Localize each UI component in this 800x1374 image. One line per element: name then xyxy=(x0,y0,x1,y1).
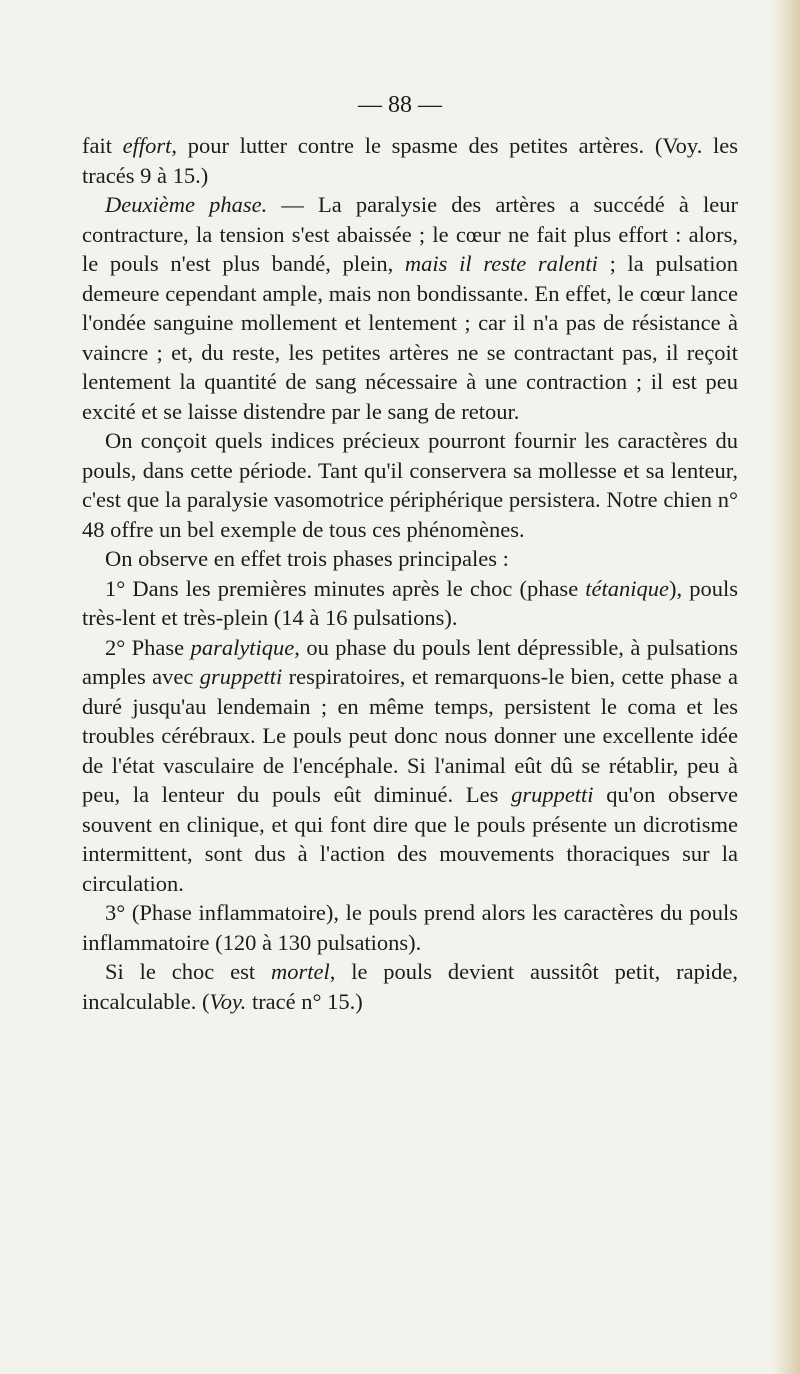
text-run: , ou phase du pouls lent dépressible, à pulsations amples avec xyxy=(82,634,738,689)
text-run: 3° (Phase inflammatoire), le pouls prend alors les caractères du pouls inflammatoire (120 à 130 pulsations). xyxy=(82,900,738,955)
text-run: On conçoit quels indices précieux pourront fournir les caractères du pouls, dans cette période. Tant qu'il conservera sa mollesse et sa lenteur, c'est que la paralysie vasomotrice périphérique persistera. Notre chien n° 48 offre un bel exemple de tous ces phénomènes. xyxy=(82,428,738,542)
text-run: ), pouls très-lent et très-plein (14 à 16 pulsations). xyxy=(82,575,738,630)
text-run-italic: paralytique xyxy=(190,634,295,660)
text-run: ; la pulsation demeure cependant ample, mais non bondissante. En effet, le cœur lance l'ondée sanguine mollement et lentement ; car il n'a pas de résistance à vaincre ; et, du reste, les petites artères ne se contractant pas, il reçoit lentement la quantité de sang nécessaire à une contraction ; il est peu excité et se laisse distendre par le sang de retour. xyxy=(82,251,738,424)
page-edge-shadow xyxy=(772,0,800,1374)
text-run-italic: mais il reste ralenti xyxy=(404,251,598,276)
paragraph-3 xyxy=(82,426,738,544)
text-run: , le pouls devient aussitôt petit, rapide, incalculable. ( xyxy=(82,959,738,1014)
text-run-italic: gruppetti xyxy=(511,782,594,807)
text-run: respiratoires, et remarquons-le bien, cette phase a duré jusqu'au lendemain ; en même temps, persistent le coma et les troubles cérébraux. Le pouls peut donc nous donner une excellente idée de l'état vasculaire de l'encéphale. Si l'animal eût dû se rétablir, peu à peu, la lenteur du pouls eût diminué. Les xyxy=(82,664,738,807)
text-run-italic: effort xyxy=(122,133,172,158)
text-run: Si le choc est xyxy=(105,959,271,984)
paragraph-7 xyxy=(82,898,738,957)
text-run: 1° Dans les premières minutes après le choc (phase xyxy=(105,575,586,601)
text-run: — La paralysie des artères a succédé à leur contracture, la tension s'est abaissée ; le cœur ne fait plus effort : alors, le pouls n'est plus bandé, plein, xyxy=(82,192,738,276)
text-run-italic: gruppetti xyxy=(199,664,283,689)
paragraph-5 xyxy=(82,574,738,633)
paragraph-4 xyxy=(82,544,738,574)
text-run-italic: Voy. xyxy=(209,988,247,1014)
paragraph-8 xyxy=(82,957,738,1016)
text-run: qu'on observe souvent en clinique, et qui font dire que le pouls présente un dicrotisme intermittent, sont dus à l'action des mouvements thoraciques sur la circulation. xyxy=(82,782,738,896)
paragraph-2 xyxy=(82,190,738,426)
paragraph-1 xyxy=(82,131,738,190)
text-run: 2° Phase xyxy=(105,634,191,660)
text-run-italic: mortel xyxy=(270,959,330,984)
text-run: fait xyxy=(82,133,123,158)
text-run-italic: Deuxième phase. xyxy=(105,192,268,217)
text-run-italic: tétanique xyxy=(585,575,670,601)
paragraph-6 xyxy=(82,633,738,899)
page-number: — 88 — xyxy=(358,92,442,118)
text-run: tracé n° 15.) xyxy=(246,988,363,1014)
text-run: On observe en effet trois phases principales : xyxy=(105,546,509,571)
text-run: , pour lutter contre le spasme des petites artères. (Voy. les tracés 9 à 15.) xyxy=(82,133,739,188)
body-text xyxy=(82,131,738,1016)
